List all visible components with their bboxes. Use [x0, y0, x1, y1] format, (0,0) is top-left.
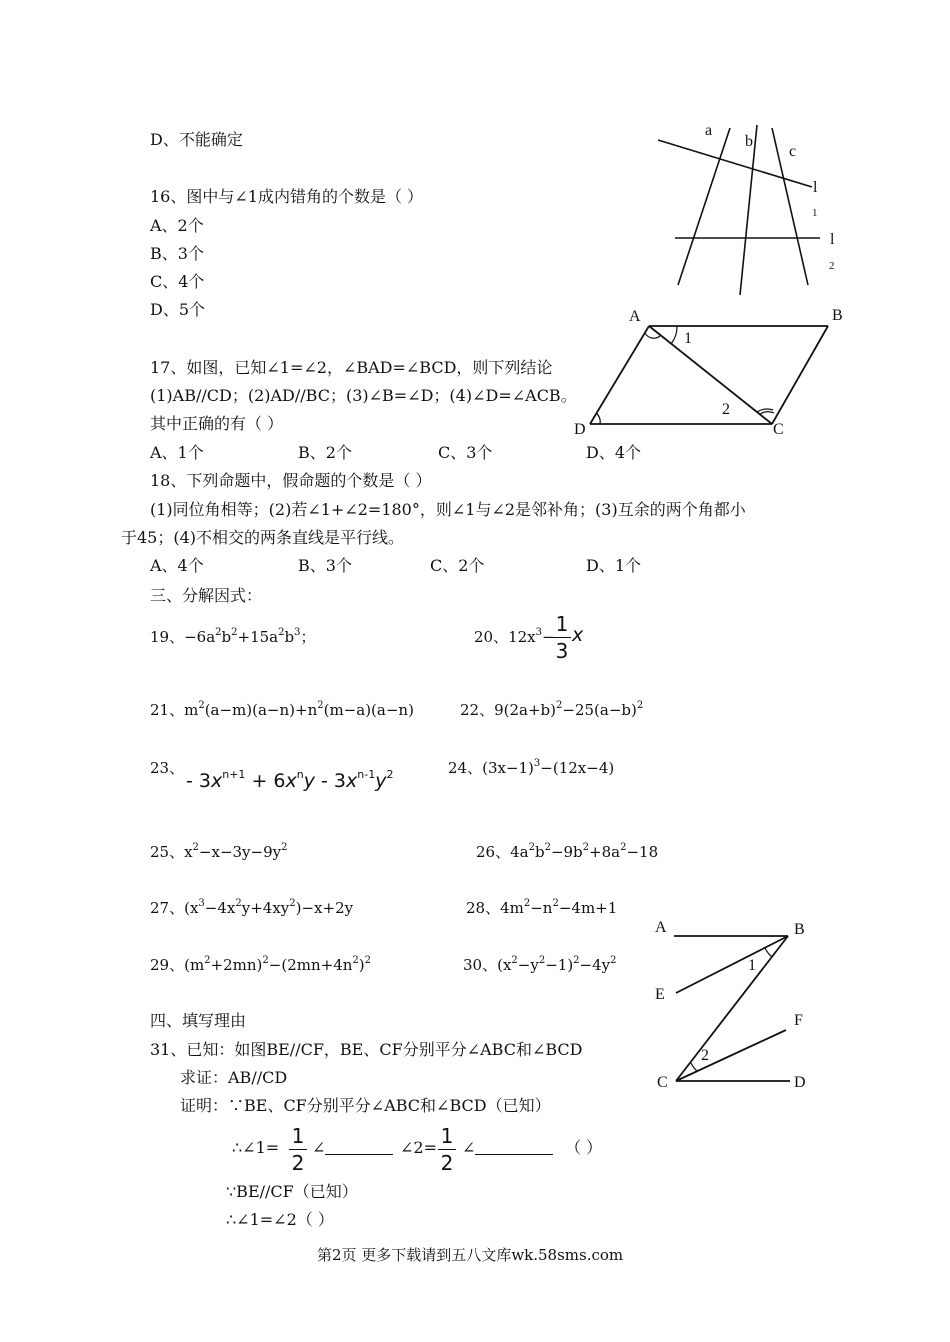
fig17-label-c: C	[773, 421, 784, 438]
q31-fraction-1: 1 2	[289, 1124, 307, 1175]
q16-option-b: B、3个	[150, 244, 204, 263]
q31-proof-blank2: ∠	[462, 1138, 553, 1158]
problem-26: 26、$4a^2b^2-9b^2+8a^2-18$	[476, 842, 659, 861]
fig16-label-l1-sub: 1	[812, 207, 818, 219]
q18-option-a: A、4个	[150, 556, 204, 575]
fig16-label-l1: l	[813, 179, 818, 196]
q31-prove: 求证：AB//CD	[180, 1068, 288, 1087]
fig31-angle-2: 2	[701, 1047, 709, 1064]
q17-option-c: C、3个	[438, 443, 493, 462]
q16-stem: 16、图中与∠1成内错角的个数是（ ）	[150, 187, 424, 206]
problem-23-expression: - $3x^{n+1} + 6x^ny - 3x^{n-1}y^2$	[186, 768, 394, 792]
fig31-label-d: D	[794, 1074, 806, 1091]
section-4-heading: 四、填写理由	[150, 1011, 247, 1030]
q31-proof-mid: ∠2=	[400, 1138, 437, 1157]
fig17-angle-1: 1	[684, 330, 692, 347]
q31-fraction-2: 1 2	[438, 1124, 456, 1175]
fig16-label-l2: l	[830, 231, 835, 248]
problem-20-x: x	[572, 624, 584, 646]
q17-option-d: D、4个	[586, 443, 642, 462]
problem-27: 27、$(x^3-4x^2y+4xy^2)-x+2y$	[150, 898, 354, 917]
fig31-label-f: F	[794, 1012, 803, 1029]
q15-option-d: D、不能确定	[150, 130, 243, 149]
fig16-label-a: a	[705, 122, 713, 139]
q16-option-d: D、5个	[150, 300, 206, 319]
page-footer: 第2页 更多下载请到五八文库wk.58sms.com	[317, 1246, 624, 1264]
problem-29: 29、$(m^2+2mn)^2-(2mn+4n^2)^2$	[150, 955, 372, 974]
q18-line2: 于45；(4)不相交的两条直线是平行线。	[121, 528, 405, 547]
q18-option-b: B、3个	[298, 556, 352, 575]
fig16-label-l2-sub: 2	[829, 260, 835, 272]
q17-stem: 17、如图，已知∠1=∠2，∠BAD=∠BCD，则下列结论	[150, 358, 553, 377]
problem-20-fraction: 1 3	[553, 612, 571, 663]
q17-option-a: A、1个	[150, 443, 204, 462]
q17-items: (1)AB//CD；(2)AD//BC；(3)∠B=∠D；(4)∠D=∠ACB。	[150, 386, 577, 405]
fig16-label-c: c	[789, 143, 797, 160]
q16-option-c: C、4个	[150, 272, 205, 291]
q31-proof-therefore: ∴∠1=	[232, 1138, 280, 1157]
q16-option-a: A、2个	[150, 216, 204, 235]
problem-22: 22、$9(2a+b)^2-25(a-b)^2$	[460, 700, 644, 719]
q31-therefore-eq: ∴∠1=∠2（ ）	[226, 1210, 334, 1229]
fig17-label-a: A	[629, 308, 641, 325]
q17-ask: 其中正确的有（ ）	[150, 414, 284, 433]
q18-option-c: C、2个	[430, 556, 485, 575]
section-3-heading: 三、分解因式：	[150, 586, 263, 605]
fig31-angle-1: 1	[748, 957, 756, 974]
fig31-label-a: A	[655, 919, 667, 936]
fig31-label-e: E	[655, 986, 665, 1003]
fig31-label-b: B	[794, 921, 805, 938]
problem-24: 24、$(3x-1)^3-(12x-4)$	[448, 758, 615, 777]
q18-stem: 18、下列命题中，假命题的个数是（ ）	[150, 471, 432, 490]
problem-30: 30、$(x^2-y^2-1)^2-4y^2$	[463, 955, 617, 974]
q31-stem: 31、已知：如图BE//CF，BE、CF分别平分∠ABC和∠BCD	[150, 1040, 583, 1059]
problem-20: 20、$12x^3-$	[474, 627, 555, 646]
fig16-label-b: b	[745, 133, 753, 150]
problem-19: 19、$-6a^2b^2+15a^2b^3$；	[150, 627, 316, 646]
fig17-angle-2: 2	[722, 401, 730, 418]
q31-proof-line1: 证明：∵BE、CF分别平分∠ABC和∠BCD（已知）	[180, 1096, 551, 1115]
problem-25: 25、$x^2-x-3y-9y^2$	[150, 842, 288, 861]
q18-line1: (1)同位角相等；(2)若∠1+∠2=180°，则∠1与∠2是邻补角；(3)互余的两个角都小	[150, 500, 746, 519]
q17-option-b: B、2个	[298, 443, 352, 462]
problem-28: 28、$4m^2-n^2-4m+1$	[466, 898, 618, 917]
problem-21: 21、$m^2(a-m)(a-n)+n^2(m-a)(a-n)$	[150, 700, 414, 719]
problem-23-number: 23、	[150, 759, 185, 777]
q31-because: ∵BE//CF（已知）	[226, 1182, 358, 1201]
fig31-label-c: C	[657, 1074, 668, 1091]
fig17-label-b: B	[832, 307, 843, 324]
q18-option-d: D、1个	[586, 556, 642, 575]
fig17-label-d: D	[574, 421, 586, 438]
q31-proof-blank1: ∠	[312, 1138, 393, 1158]
q31-proof-reason: （ ）	[565, 1138, 603, 1157]
